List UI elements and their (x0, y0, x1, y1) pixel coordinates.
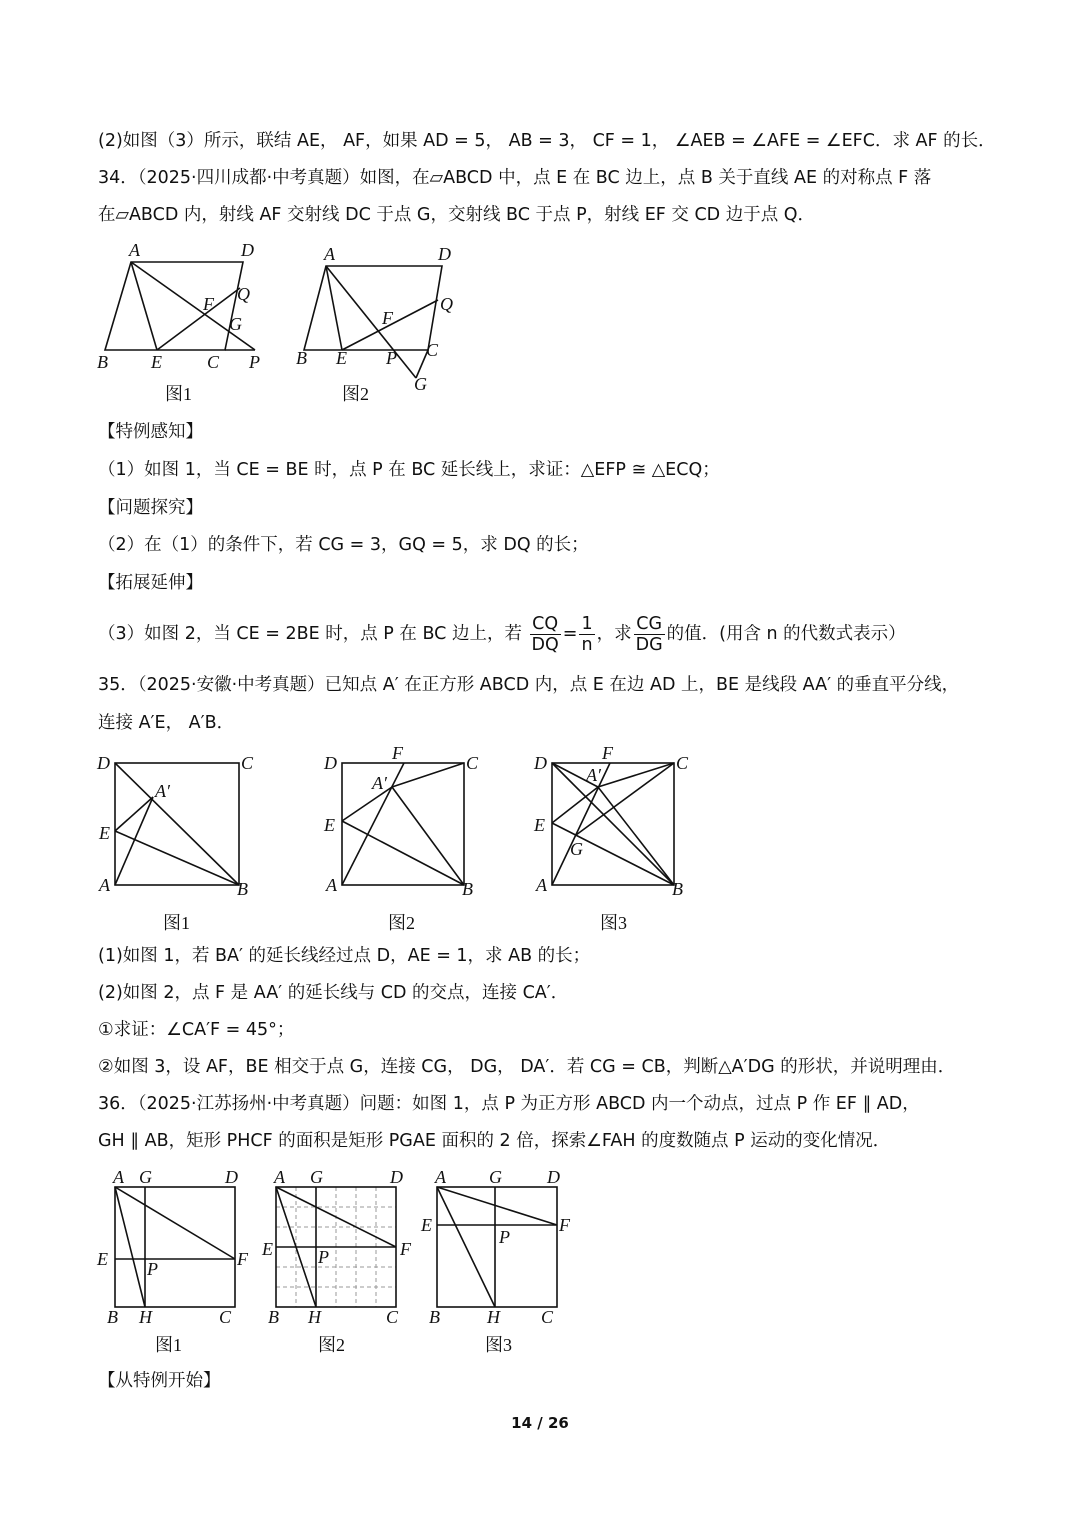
figure-caption: 图2 (342, 384, 369, 404)
figure-caption: 图2 (388, 913, 415, 933)
label-A: A (129, 240, 140, 260)
numerator: CG (634, 614, 665, 635)
label-E: E (151, 352, 162, 372)
label-B: B (268, 1307, 279, 1327)
label-P: P (386, 348, 397, 368)
label-H: H (139, 1307, 152, 1327)
label-B: B (296, 348, 307, 368)
label-F: F (392, 745, 403, 763)
label-B: B (237, 879, 248, 899)
label-D: D (241, 240, 254, 260)
label-P: P (318, 1247, 329, 1267)
label-C: C (466, 753, 479, 773)
label-A: A (99, 875, 110, 895)
label-E: E (534, 815, 545, 835)
figure-caption: 图3 (600, 913, 627, 933)
equals-sign: = (562, 624, 578, 644)
figure-caption: 图1 (163, 913, 190, 933)
label-D: D (534, 753, 547, 773)
text-line: ②如图 3，设 AF，BE 相交于点 G，连接 CG， DG， DA′．若 CG = CB，判断△A′DG 的形状，并说明理由． (98, 1057, 956, 1077)
label-A: A (113, 1167, 124, 1187)
label-B: B (107, 1307, 118, 1327)
q34-figure-1 (95, 238, 275, 410)
section-heading: 【从特例开始】 (98, 1371, 221, 1391)
label-Q: Q (440, 294, 453, 314)
text-line: 连接 A′E， A′B． (98, 713, 235, 733)
label-E: E (262, 1239, 273, 1259)
fraction (579, 614, 594, 655)
label-A-prime: A′ (372, 773, 387, 793)
label-E: E (99, 823, 110, 843)
text-line: GH ∥ AB，矩形 PHCF 的面积是矩形 PGAE 面积的 2 倍，探索∠FAH 的度数随点 P 运动的变化情况． (98, 1131, 891, 1151)
label-G: G (414, 374, 427, 394)
text-segment: 的值．(用含 n 的代数式表示） (666, 624, 906, 644)
label-A: A (274, 1167, 285, 1187)
text-line: (1)如图 1，若 BA′ 的延长线经过点 D，AE = 1，求 AB 的长； (98, 946, 591, 966)
label-G: G (570, 839, 583, 859)
label-H: H (308, 1307, 321, 1327)
section-heading: 【特例感知】 (98, 422, 203, 442)
q36-figure-1 (95, 1163, 260, 1363)
q35-figure-3 (532, 745, 702, 940)
label-C: C (219, 1307, 232, 1327)
label-D: D (225, 1167, 238, 1187)
label-Q: Q (237, 284, 250, 304)
label-C: C (541, 1307, 554, 1327)
figure-caption: 图1 (165, 384, 192, 404)
q36-figure-2 (256, 1163, 421, 1363)
label-E: E (336, 348, 347, 368)
question-34-header: 34．（2025·四川成都·中考真题）如图，在▱ABCD 中，点 E 在 BC 边上，点 B 关于直线 AE 的对称点 F 落 (98, 168, 932, 188)
text-line: ①求证：∠CA′F = 45°； (98, 1020, 295, 1040)
label-A-prime: A′ (155, 781, 170, 801)
numerator: CQ (530, 614, 561, 635)
label-C: C (426, 340, 439, 360)
label-D: D (97, 753, 110, 773)
section-heading: 【问题探究】 (98, 498, 203, 518)
text-line: （1）如图 1，当 CE = BE 时，点 P 在 BC 延长线上，求证：△EFP ≅ △ECQ； (98, 460, 720, 480)
figure-caption: 图2 (318, 1335, 345, 1355)
label-C: C (207, 352, 220, 372)
text-line: (2)如图 2，点 F 是 AA′ 的延长线与 CD 的交点，连接 CA′． (98, 983, 569, 1003)
label-P: P (249, 352, 260, 372)
label-G: G (139, 1167, 152, 1187)
label-D: D (324, 753, 337, 773)
fraction (634, 614, 665, 655)
q35-figure-1 (95, 745, 265, 940)
text-segment: ，求 (596, 624, 632, 644)
label-D: D (390, 1167, 403, 1187)
label-P: P (147, 1259, 158, 1279)
figure-caption: 图3 (485, 1335, 512, 1355)
question-35-header: 35．（2025·安徽·中考真题）已知点 A′ 在正方形 ABCD 内，点 E 在边 AD 上，BE 是线段 AA′ 的垂直平分线， (98, 675, 960, 695)
label-D: D (547, 1167, 560, 1187)
label-H: H (487, 1307, 500, 1327)
label-B: B (97, 352, 108, 372)
text-line: 在▱ABCD 内，射线 AF 交射线 DC 于点 G，交射线 BC 于点 P，射线 EF 交 CD 边于点 Q． (98, 205, 816, 225)
label-A: A (324, 244, 335, 264)
label-G: G (229, 314, 242, 334)
label-E: E (97, 1249, 108, 1269)
label-A: A (536, 875, 547, 895)
label-A: A (435, 1167, 446, 1187)
section-heading: 【拓展延伸】 (98, 573, 203, 593)
label-E: E (421, 1215, 432, 1235)
page-number: 14 / 26 (511, 1414, 569, 1432)
q36-figure-3 (417, 1163, 582, 1363)
denominator: DG (635, 634, 663, 655)
numerator: 1 (581, 613, 593, 634)
fraction (530, 614, 561, 655)
q35-figure-2 (322, 745, 492, 940)
label-F: F (602, 745, 613, 763)
label-P: P (499, 1227, 510, 1247)
label-B: B (429, 1307, 440, 1327)
text-segment: （3）如图 2，当 CE = 2BE 时，点 P 在 BC 边上，若 (98, 624, 522, 644)
label-D: D (438, 244, 451, 264)
text-line: （2）在（1）的条件下，若 CG = 3，GQ = 5，求 DQ 的长； (98, 535, 589, 555)
label-F: F (237, 1249, 248, 1269)
label-C: C (241, 753, 254, 773)
label-F: F (382, 308, 393, 328)
label-G: G (310, 1167, 323, 1187)
label-A: A (326, 875, 337, 895)
text-line: (2)如图（3）所示，联结 AE， AF，如果 AD = 5， AB = 3， CF = 1， ∠AEB = ∠AFE = ∠EFC．求 AF 的长． (98, 131, 996, 151)
denominator: n (581, 634, 593, 655)
denominator: DQ (531, 634, 559, 655)
label-B: B (462, 879, 473, 899)
label-G: G (489, 1167, 502, 1187)
text-line-with-fractions (98, 612, 906, 656)
label-C: C (386, 1307, 399, 1327)
label-F: F (559, 1215, 570, 1235)
label-B: B (672, 879, 683, 899)
question-36-header: 36．（2025·江苏扬州·中考真题）问题：如图 1，点 P 为正方形 ABCD 内一个动点，过点 P 作 EF ∥ AD， (98, 1094, 920, 1114)
label-C: C (676, 753, 689, 773)
label-E: E (324, 815, 335, 835)
figure-caption: 图1 (155, 1335, 182, 1355)
label-F: F (203, 294, 214, 314)
label-F: F (400, 1239, 411, 1259)
label-A-prime: A′ (586, 765, 601, 785)
q34-figure-2 (290, 238, 470, 410)
